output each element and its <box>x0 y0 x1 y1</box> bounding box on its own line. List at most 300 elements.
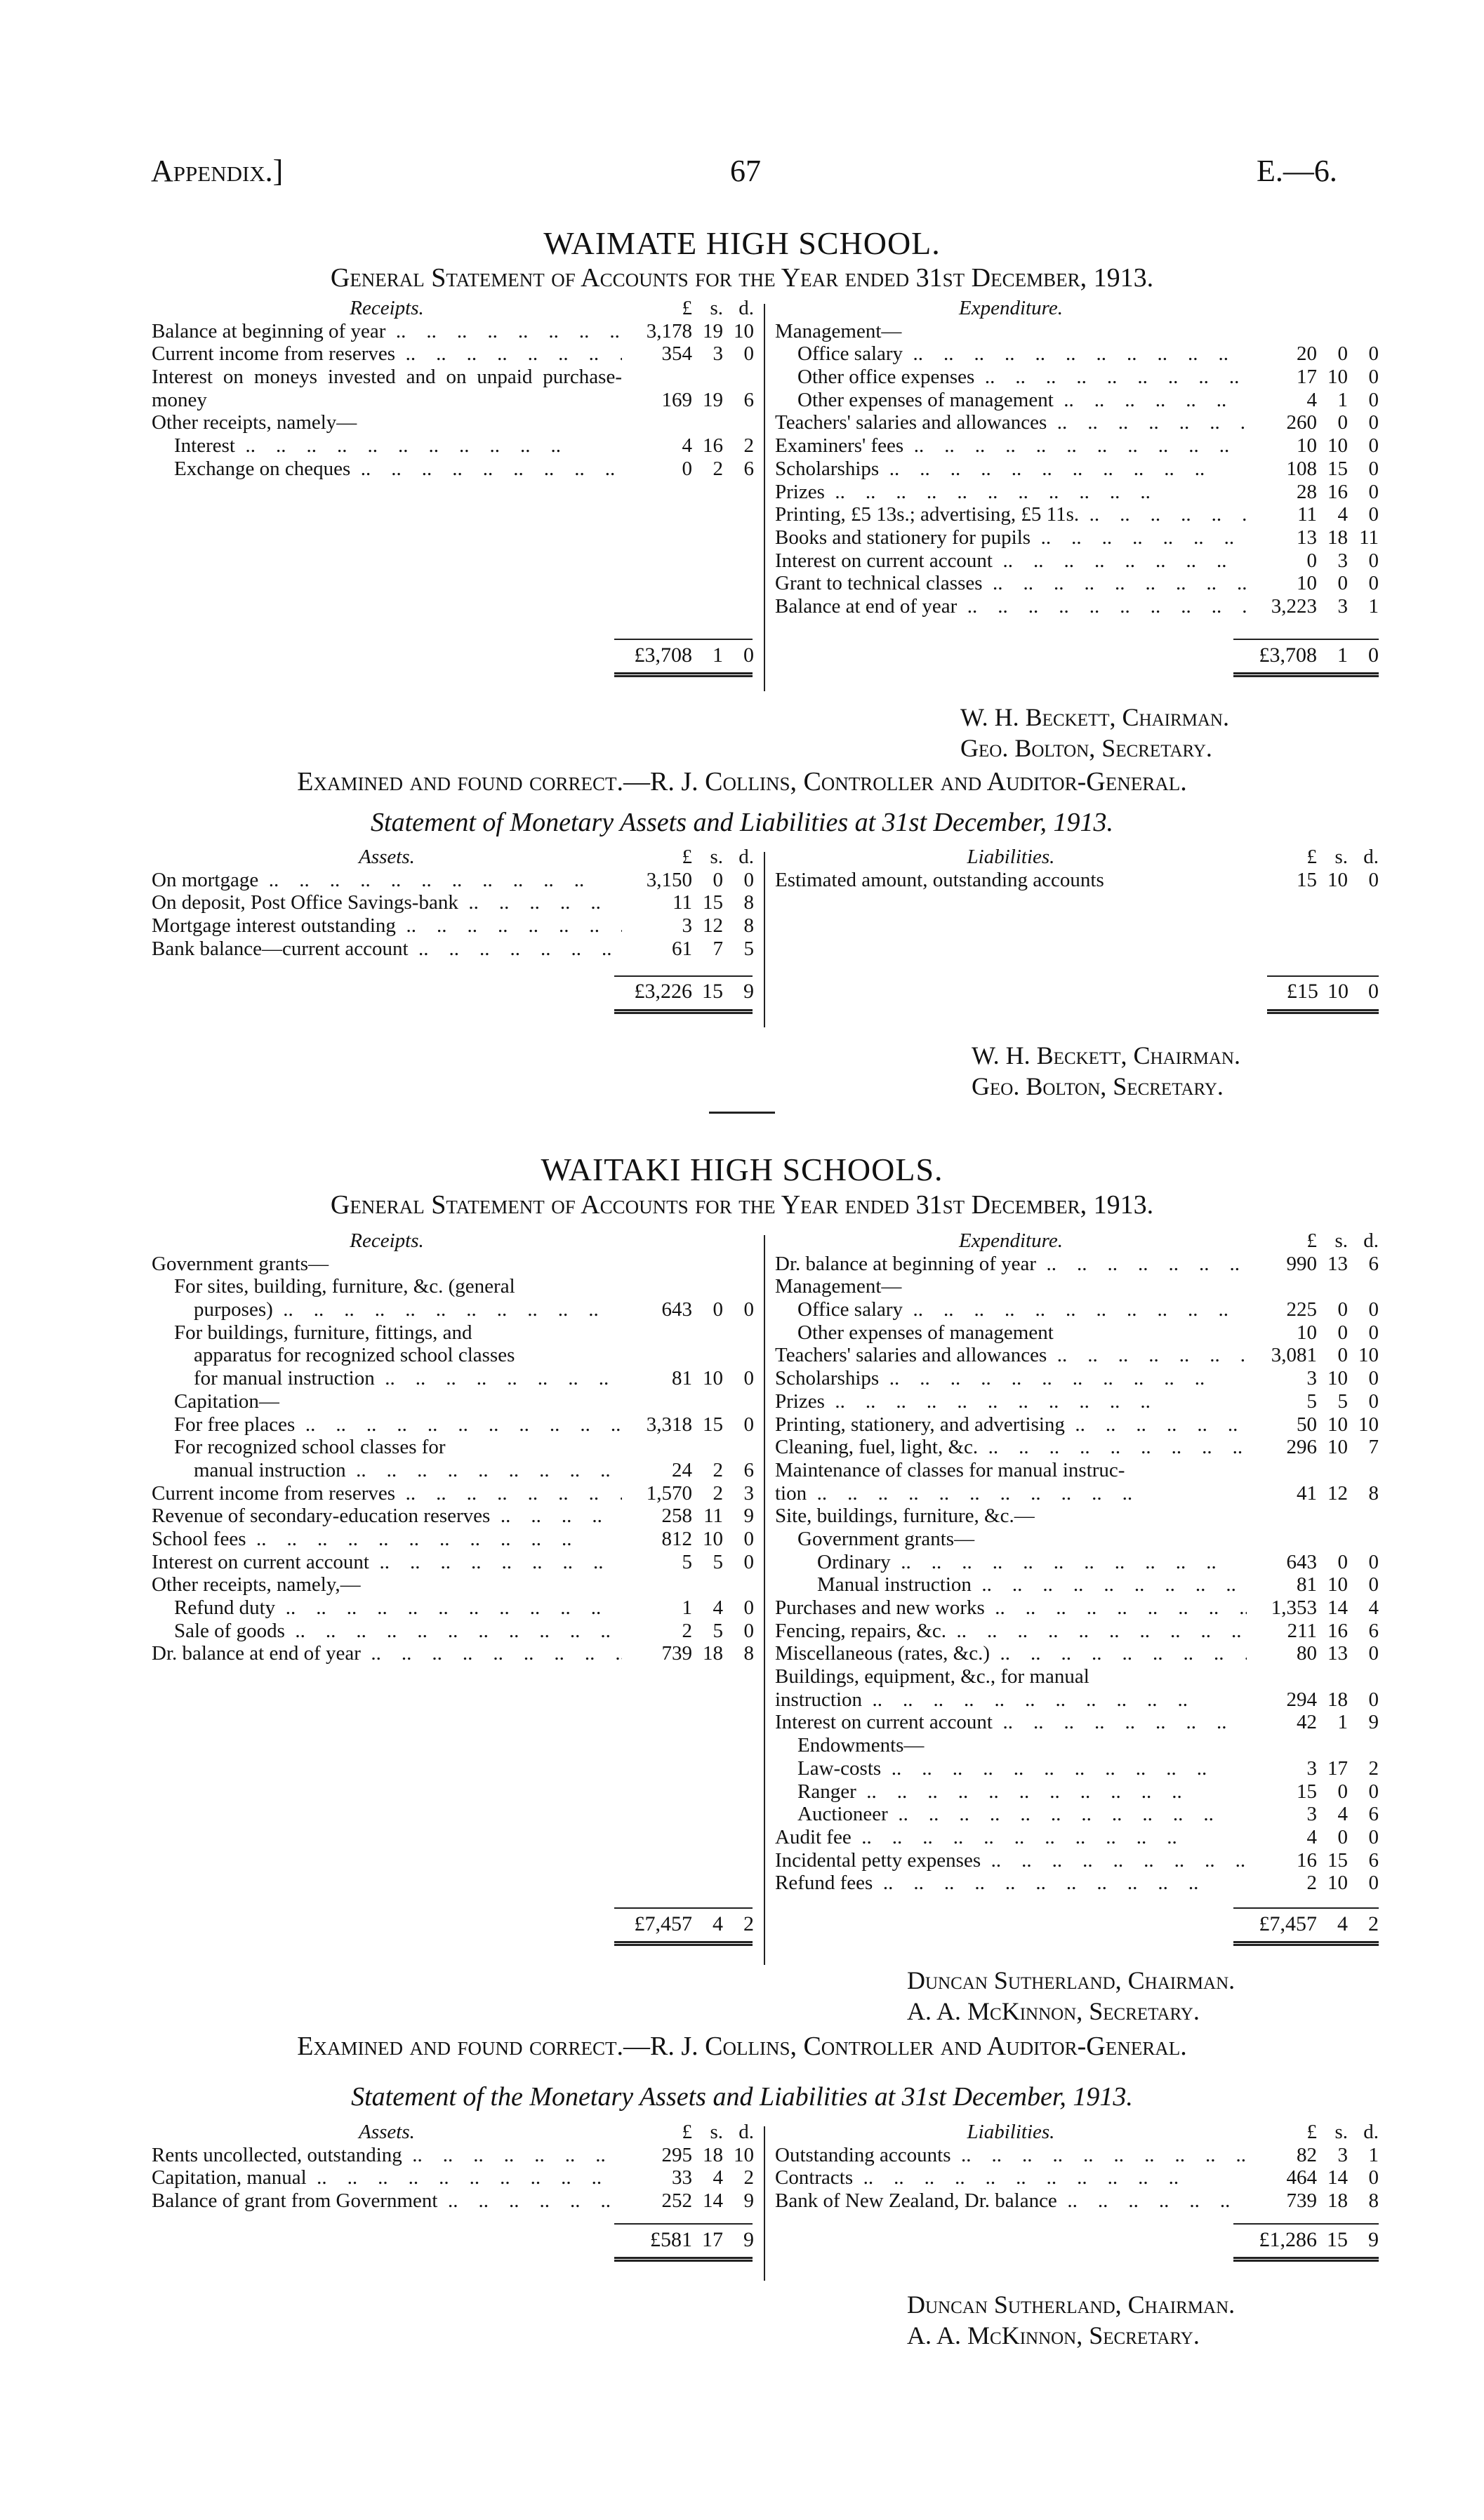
total-shillings: 4 <box>1337 1912 1348 1935</box>
waimate-assets-total <box>604 980 754 1004</box>
table-row <box>775 1482 1379 1505</box>
amount-shillings: 10 <box>1327 1573 1348 1596</box>
amount-shillings: 0 <box>1337 1825 1348 1848</box>
row-label: Ordinary .. <box>775 1551 1247 1574</box>
row-label: Mortgage interest outstanding .. <box>152 914 622 938</box>
amount-pounds: 1,353 <box>1271 1596 1317 1619</box>
amount-pence <box>723 411 754 434</box>
amount-pounds: 4 <box>1306 1825 1317 1848</box>
table-row <box>775 1298 1379 1321</box>
amount-pence: 0 <box>1368 457 1379 480</box>
amount-pence: 10 <box>1358 1413 1379 1436</box>
amount-shillings: 14 <box>703 2189 723 2213</box>
amount-pounds <box>1247 1734 1317 1757</box>
table-row <box>152 914 754 938</box>
amount-pounds: 294 <box>1286 1688 1317 1711</box>
table-row <box>152 938 754 961</box>
amount-pounds <box>622 1321 692 1345</box>
row-label: instruction .. <box>775 1688 1247 1712</box>
row-label: purposes) .. <box>152 1298 622 1321</box>
col-pounds: £ <box>682 846 692 868</box>
sum-rule <box>1267 975 1379 977</box>
amount-shillings: 10 <box>703 1367 723 1390</box>
expenditure-heading: Expenditure. <box>959 1229 1063 1252</box>
total-pounds: £7,457 <box>1259 1912 1317 1935</box>
double-rule <box>614 1009 753 1014</box>
receipts-heading: Receipts. <box>350 1229 424 1252</box>
double-rule <box>614 672 753 677</box>
waimate-chairman-2: W. H. Beckett, Chairman. <box>972 1041 1240 1069</box>
total-pence: 9 <box>743 980 754 1003</box>
row-label: Bank balance—current account .. <box>152 938 622 961</box>
row-label: Auctioneer .. <box>775 1803 1247 1826</box>
amount-pounds: 15 <box>1297 868 1317 891</box>
table-row <box>152 1321 754 1345</box>
waitaki-secretary: A. A. McKinnon, Secretary. <box>907 1997 1200 2025</box>
total-pounds: £7,457 <box>634 1912 692 1935</box>
amount-pence: 6 <box>743 457 754 480</box>
waimate-expenditure <box>775 297 1379 618</box>
amount-pounds: 13 <box>1297 526 1317 549</box>
col-shillings: s. <box>1334 1229 1348 1252</box>
amount-pounds: 5 <box>682 1550 692 1573</box>
amount-pence: 7 <box>1368 1436 1379 1459</box>
col-pence: d. <box>1363 1229 1379 1252</box>
col-pounds: £ <box>682 2121 692 2143</box>
amount-pence: 0 <box>1368 1688 1379 1711</box>
col-shillings: s. <box>710 2121 723 2143</box>
amount-pence: 2 <box>743 434 754 458</box>
amount-pounds: 15 <box>1297 1780 1317 1803</box>
amount-shillings: 15 <box>703 1413 723 1436</box>
amount-pence <box>723 1321 754 1345</box>
amount-pounds: 296 <box>1286 1436 1317 1459</box>
waimate-title: WAIMATE HIGH SCHOOL. <box>543 225 941 261</box>
row-label: Interest on current account .. <box>775 1711 1247 1734</box>
table-row <box>152 1436 754 1459</box>
amount-shillings: 4 <box>1337 503 1348 526</box>
amount-pence: 6 <box>743 1458 754 1481</box>
total-pence: 0 <box>1368 980 1379 1003</box>
assets-heading: Assets. <box>359 2121 415 2143</box>
amount-shillings: 18 <box>703 2143 723 2166</box>
table-row <box>152 342 754 366</box>
row-label: Prizes .. <box>775 1390 1247 1413</box>
waimate-receipts-header <box>152 297 754 320</box>
table-row <box>775 1344 1379 1367</box>
amount-shillings: 4 <box>713 1596 723 1619</box>
waimate-subtitle: General Statement of Accounts for the Year ended 31st December, 1913. <box>330 263 1154 293</box>
col-pounds: £ <box>682 297 692 319</box>
amount-shillings: 0 <box>1337 1344 1348 1367</box>
amount-pounds <box>622 1573 692 1596</box>
waimate-assets <box>152 846 754 960</box>
amount-pounds: 80 <box>1297 1642 1317 1665</box>
waimate-receipts-total <box>604 644 754 667</box>
waitaki-expenditure <box>775 1229 1379 1895</box>
amount-shillings: 0 <box>713 1298 723 1321</box>
row-label: Balance at end of year .. <box>775 595 1247 618</box>
amount-pence: 11 <box>1359 526 1379 549</box>
row-label: apparatus for recognized school classes <box>194 1344 515 1367</box>
sum-rule <box>614 639 753 640</box>
amount-shillings <box>692 1436 723 1459</box>
row-label: tion .. <box>775 1482 1247 1505</box>
amount-shillings: 10 <box>1327 366 1348 389</box>
amount-pounds: 28 <box>1297 480 1317 503</box>
amount-pence: 9 <box>743 2189 754 2213</box>
divider <box>764 852 765 1027</box>
double-rule <box>614 1941 753 1946</box>
amount-shillings: 0 <box>1337 342 1348 366</box>
table-row <box>775 1573 1379 1596</box>
amount-pounds <box>622 1253 692 1276</box>
table-row <box>775 1253 1379 1276</box>
table-row <box>775 1505 1379 1528</box>
amount-shillings: 3 <box>1337 2143 1348 2166</box>
amount-shillings: 0 <box>1337 1780 1348 1803</box>
total-pounds: £1,286 <box>1259 2228 1317 2251</box>
row-label: Dr. balance at beginning of year .. <box>775 1253 1247 1276</box>
col-pounds: £ <box>1306 2121 1317 2143</box>
amount-pence: 0 <box>1368 549 1379 572</box>
amount-shillings <box>1317 320 1348 343</box>
table-row <box>152 1528 754 1551</box>
row-label: Manual instruction .. <box>775 1573 1247 1596</box>
amount-pounds: 4 <box>1306 388 1317 411</box>
row-label: Current income from reserves .. <box>152 342 622 366</box>
row-label: Other receipts, namely,— <box>152 1573 361 1596</box>
amount-shillings: 0 <box>1337 1550 1348 1573</box>
amount-pounds <box>1247 1275 1317 1298</box>
waitaki-subtitle: General Statement of Accounts for the Year ended 31st December, 1913. <box>330 1190 1154 1220</box>
row-label: Books and stationery for pupils .. <box>775 526 1247 549</box>
amount-pounds: 4 <box>682 434 692 458</box>
table-row <box>152 1551 754 1574</box>
row-label: Refund fees .. <box>775 1872 1247 1895</box>
table-row <box>775 1711 1379 1734</box>
table-row <box>775 2166 1379 2189</box>
amount-pounds: 17 <box>1297 366 1317 389</box>
sum-rule <box>1233 639 1379 640</box>
amount-shillings: 5 <box>713 1550 723 1573</box>
double-rule <box>1233 1941 1379 1946</box>
liabilities-heading: Liabilities. <box>967 2121 1055 2143</box>
table-row <box>775 1596 1379 1620</box>
amount-pence: 0 <box>1368 342 1379 366</box>
amount-shillings: 0 <box>1337 411 1348 434</box>
amount-shillings: 1 <box>1337 1711 1348 1734</box>
amount-pence <box>1348 1665 1379 1688</box>
amount-pence <box>1348 1505 1379 1528</box>
header-right: E.—6. <box>1257 154 1337 188</box>
row-label: Examiners' fees .. <box>775 434 1247 458</box>
amount-pence: 0 <box>1368 1872 1379 1895</box>
waimate-examined: Examined and found correct.—R. J. Collins, Controller and Auditor-General. <box>297 767 1187 796</box>
row-label: Other expenses of management <box>797 1321 1054 1344</box>
amount-pence: 0 <box>743 1413 754 1436</box>
amount-pence: 0 <box>1368 366 1379 389</box>
waitaki-secretary-2: A. A. McKinnon, Secretary. <box>907 2321 1200 2349</box>
amount-pounds: 643 <box>1286 1550 1317 1573</box>
amount-pence: 10 <box>734 2143 754 2166</box>
row-label: Refund duty .. <box>152 1596 622 1620</box>
table-row <box>775 481 1379 504</box>
col-pence: d. <box>1363 2121 1379 2143</box>
amount-pence: 0 <box>1368 480 1379 503</box>
amount-pounds <box>1247 1459 1317 1482</box>
amount-shillings: 15 <box>1327 1848 1348 1872</box>
row-label: Balance at beginning of year .. <box>152 320 622 343</box>
waitaki-assets <box>152 2121 754 2213</box>
row-label: Scholarships .. <box>775 1367 1247 1390</box>
table-row <box>775 1642 1379 1665</box>
amount-pence: 10 <box>734 319 754 342</box>
amount-pounds: 739 <box>1286 2189 1317 2213</box>
row-label: manual instruction .. <box>152 1459 622 1482</box>
table-row <box>775 526 1379 549</box>
total-pence: 9 <box>743 2228 754 2251</box>
total-shillings: 17 <box>702 2228 723 2251</box>
table-row <box>775 572 1379 595</box>
amount-pence: 0 <box>743 868 754 891</box>
waitaki-chairman: Duncan Sutherland, Chairman. <box>907 1966 1235 1994</box>
col-pence: d. <box>738 297 754 319</box>
row-label: Audit fee .. <box>775 1826 1247 1849</box>
divider <box>764 1235 765 1965</box>
waimate-secretary: Geo. Bolton, Secretary. <box>960 734 1212 762</box>
amount-pounds: 10 <box>1297 1321 1317 1344</box>
amount-shillings: 10 <box>1327 1872 1348 1895</box>
amount-pence: 10 <box>1358 1344 1379 1367</box>
table-row <box>775 1528 1379 1551</box>
amount-pounds: 295 <box>661 2143 692 2166</box>
amount-shillings: 16 <box>1327 480 1348 503</box>
amount-pence: 0 <box>743 1527 754 1550</box>
amount-pence: 0 <box>743 1619 754 1642</box>
row-label: Contracts .. <box>775 2166 1247 2189</box>
amount-shillings <box>692 1321 723 1345</box>
amount-pounds: 739 <box>661 1642 692 1665</box>
total-pounds: £3,226 <box>634 980 692 1003</box>
amount-pounds: 10 <box>1297 572 1317 595</box>
total-shillings: 15 <box>702 980 723 1003</box>
row-label: for manual instruction .. <box>152 1367 622 1390</box>
amount-pounds: 61 <box>672 937 692 960</box>
amount-pounds <box>622 1344 692 1367</box>
waitaki-chairman-2: Duncan Sutherland, Chairman. <box>907 2291 1235 2319</box>
amount-shillings <box>1317 1505 1348 1528</box>
col-shillings: s. <box>710 846 723 868</box>
amount-pence: 4 <box>1368 1596 1379 1619</box>
amount-pounds: 2 <box>682 1619 692 1642</box>
amount-shillings: 10 <box>1327 1436 1348 1459</box>
table-row <box>775 1413 1379 1436</box>
amount-shillings: 15 <box>703 891 723 914</box>
table-row <box>775 366 1379 389</box>
amount-shillings: 10 <box>1327 1413 1348 1436</box>
table-row <box>152 891 754 914</box>
waitaki-expenditure-total <box>1221 1913 1379 1936</box>
amount-pence <box>1348 1734 1379 1757</box>
table-row <box>152 458 754 481</box>
row-label: Revenue of secondary-education reserves .. <box>152 1505 622 1528</box>
amount-pounds: 50 <box>1297 1413 1317 1436</box>
table-row <box>152 1505 754 1528</box>
row-label: For free places .. <box>152 1413 622 1436</box>
total-pence: 0 <box>743 644 754 667</box>
amount-pence: 6 <box>743 388 754 411</box>
total-shillings: 4 <box>713 1912 723 1935</box>
amount-pence: 6 <box>1368 1848 1379 1872</box>
amount-pence: 8 <box>743 891 754 914</box>
total-pounds: £581 <box>650 2228 692 2251</box>
table-row <box>152 320 754 343</box>
amount-shillings <box>1317 1528 1348 1551</box>
sum-rule <box>614 2223 753 2225</box>
amount-pence <box>723 1275 754 1298</box>
table-row <box>152 1413 754 1436</box>
amount-pence: 1 <box>1368 594 1379 618</box>
amount-pounds: 3,150 <box>646 868 692 891</box>
row-label: Prizes .. <box>775 481 1247 504</box>
amount-pence: 0 <box>743 1367 754 1390</box>
row-label: On mortgage .. <box>152 869 622 892</box>
amount-pounds <box>1247 1528 1317 1551</box>
amount-shillings: 16 <box>703 434 723 458</box>
amount-shillings: 3 <box>713 342 723 366</box>
table-row <box>775 1780 1379 1804</box>
amount-shillings <box>692 411 723 434</box>
col-shillings: s. <box>1334 2121 1348 2143</box>
waitaki-liabilities-total <box>1221 2229 1379 2252</box>
amount-pounds: 10 <box>1297 434 1317 458</box>
amount-pence: 3 <box>743 1481 754 1505</box>
waimate-liabilities-total <box>1250 980 1379 1004</box>
row-label: Incidental petty expenses .. <box>775 1849 1247 1872</box>
amount-pounds: 252 <box>661 2189 692 2213</box>
table-row <box>775 1321 1379 1345</box>
amount-pounds: 11 <box>1297 503 1317 526</box>
row-label: Maintenance of classes for manual instruc- <box>775 1458 1125 1481</box>
row-label: For recognized school classes for <box>174 1436 446 1459</box>
table-row <box>775 1436 1379 1459</box>
amount-shillings <box>1317 1459 1348 1482</box>
total-shillings: 1 <box>713 644 723 667</box>
sum-rule <box>614 975 753 977</box>
amount-pence <box>1348 1528 1379 1551</box>
table-row <box>152 1275 754 1298</box>
table-row <box>152 1620 754 1643</box>
amount-pounds: 16 <box>1297 1848 1317 1872</box>
col-pence: d. <box>738 846 754 868</box>
amount-pounds: 33 <box>672 2166 692 2189</box>
amount-shillings <box>692 1344 723 1367</box>
amount-shillings: 11 <box>703 1505 723 1528</box>
table-row <box>152 1344 754 1367</box>
amount-pence: 6 <box>1368 1252 1379 1275</box>
row-label: Buildings, equipment, &c., for manual <box>775 1665 1089 1688</box>
amount-shillings: 14 <box>1327 1596 1348 1619</box>
amount-pounds: 24 <box>672 1458 692 1481</box>
amount-pence: 5 <box>743 937 754 960</box>
total-pence: 0 <box>1368 644 1379 667</box>
waimate-liabilities <box>775 846 1379 891</box>
table-row <box>775 1826 1379 1849</box>
amount-pounds: 11 <box>673 891 692 914</box>
row-label: Interest on moneys invested and on unpaid purchase-money <box>152 366 622 411</box>
amount-pounds: 3,081 <box>1271 1344 1317 1367</box>
row-label: Scholarships .. <box>775 458 1247 481</box>
col-shillings: s. <box>1334 846 1348 868</box>
waimate-receipts <box>152 297 754 481</box>
amount-pence: 2 <box>1368 1756 1379 1780</box>
total-pence: 9 <box>1368 2228 1379 2251</box>
row-label: Management— <box>775 319 902 342</box>
amount-pounds: 108 <box>1286 457 1317 480</box>
col-shillings: s. <box>710 297 723 319</box>
waimate-expenditure-header <box>775 297 1379 320</box>
amount-pence <box>1348 1459 1379 1482</box>
liabilities-heading: Liabilities. <box>967 846 1055 868</box>
row-label: Interest on current account .. <box>152 1551 622 1574</box>
amount-pounds: 3 <box>1306 1803 1317 1826</box>
amount-shillings: 0 <box>1337 1321 1348 1344</box>
amount-shillings: 0 <box>713 868 723 891</box>
amount-pence: 0 <box>1368 868 1379 891</box>
amount-pounds: 211 <box>1287 1619 1317 1642</box>
table-row <box>152 1573 754 1596</box>
amount-shillings: 16 <box>1327 1619 1348 1642</box>
row-label: Other expenses of management .. <box>775 389 1247 412</box>
row-label: Balance of grant from Government .. <box>152 2189 622 2213</box>
table-row <box>775 1620 1379 1643</box>
amount-pounds: 3 <box>1306 1756 1317 1780</box>
row-label: Sale of goods .. <box>152 1620 622 1643</box>
row-label: Interest on current account .. <box>775 549 1247 573</box>
table-row <box>152 366 754 411</box>
double-rule <box>1233 2257 1379 2262</box>
col-pounds: £ <box>1306 1229 1317 1252</box>
total-pounds: £15 <box>1286 980 1318 1003</box>
row-label: Interest .. <box>152 434 622 458</box>
amount-pence: 0 <box>1368 1825 1379 1848</box>
amount-shillings: 0 <box>1337 1298 1348 1321</box>
amount-pence: 0 <box>1368 572 1379 595</box>
amount-pounds: 3 <box>682 914 692 938</box>
table-row <box>152 1642 754 1665</box>
col-pence: d. <box>1363 846 1379 868</box>
amount-shillings: 3 <box>1337 594 1348 618</box>
table-row <box>775 1390 1379 1413</box>
row-label: Ranger .. <box>775 1780 1247 1804</box>
amount-pence: 8 <box>1368 2189 1379 2213</box>
table-row <box>775 434 1379 458</box>
amount-pence: 0 <box>1368 1321 1379 1344</box>
row-label: Law-costs .. <box>775 1757 1247 1780</box>
amount-pounds: 354 <box>661 342 692 366</box>
col-pence: d. <box>738 2121 754 2143</box>
total-shillings: 10 <box>1327 980 1349 1003</box>
table-row <box>775 1367 1379 1390</box>
amount-shillings <box>1317 1275 1348 1298</box>
row-label: Purchases and new works .. <box>775 1596 1247 1620</box>
amount-shillings: 18 <box>703 1642 723 1665</box>
table-row <box>152 1367 754 1390</box>
amount-pence: 8 <box>1368 1481 1379 1505</box>
row-label: Office salary .. <box>775 1298 1247 1321</box>
waimate-secretary-2: Geo. Bolton, Secretary. <box>972 1072 1224 1100</box>
